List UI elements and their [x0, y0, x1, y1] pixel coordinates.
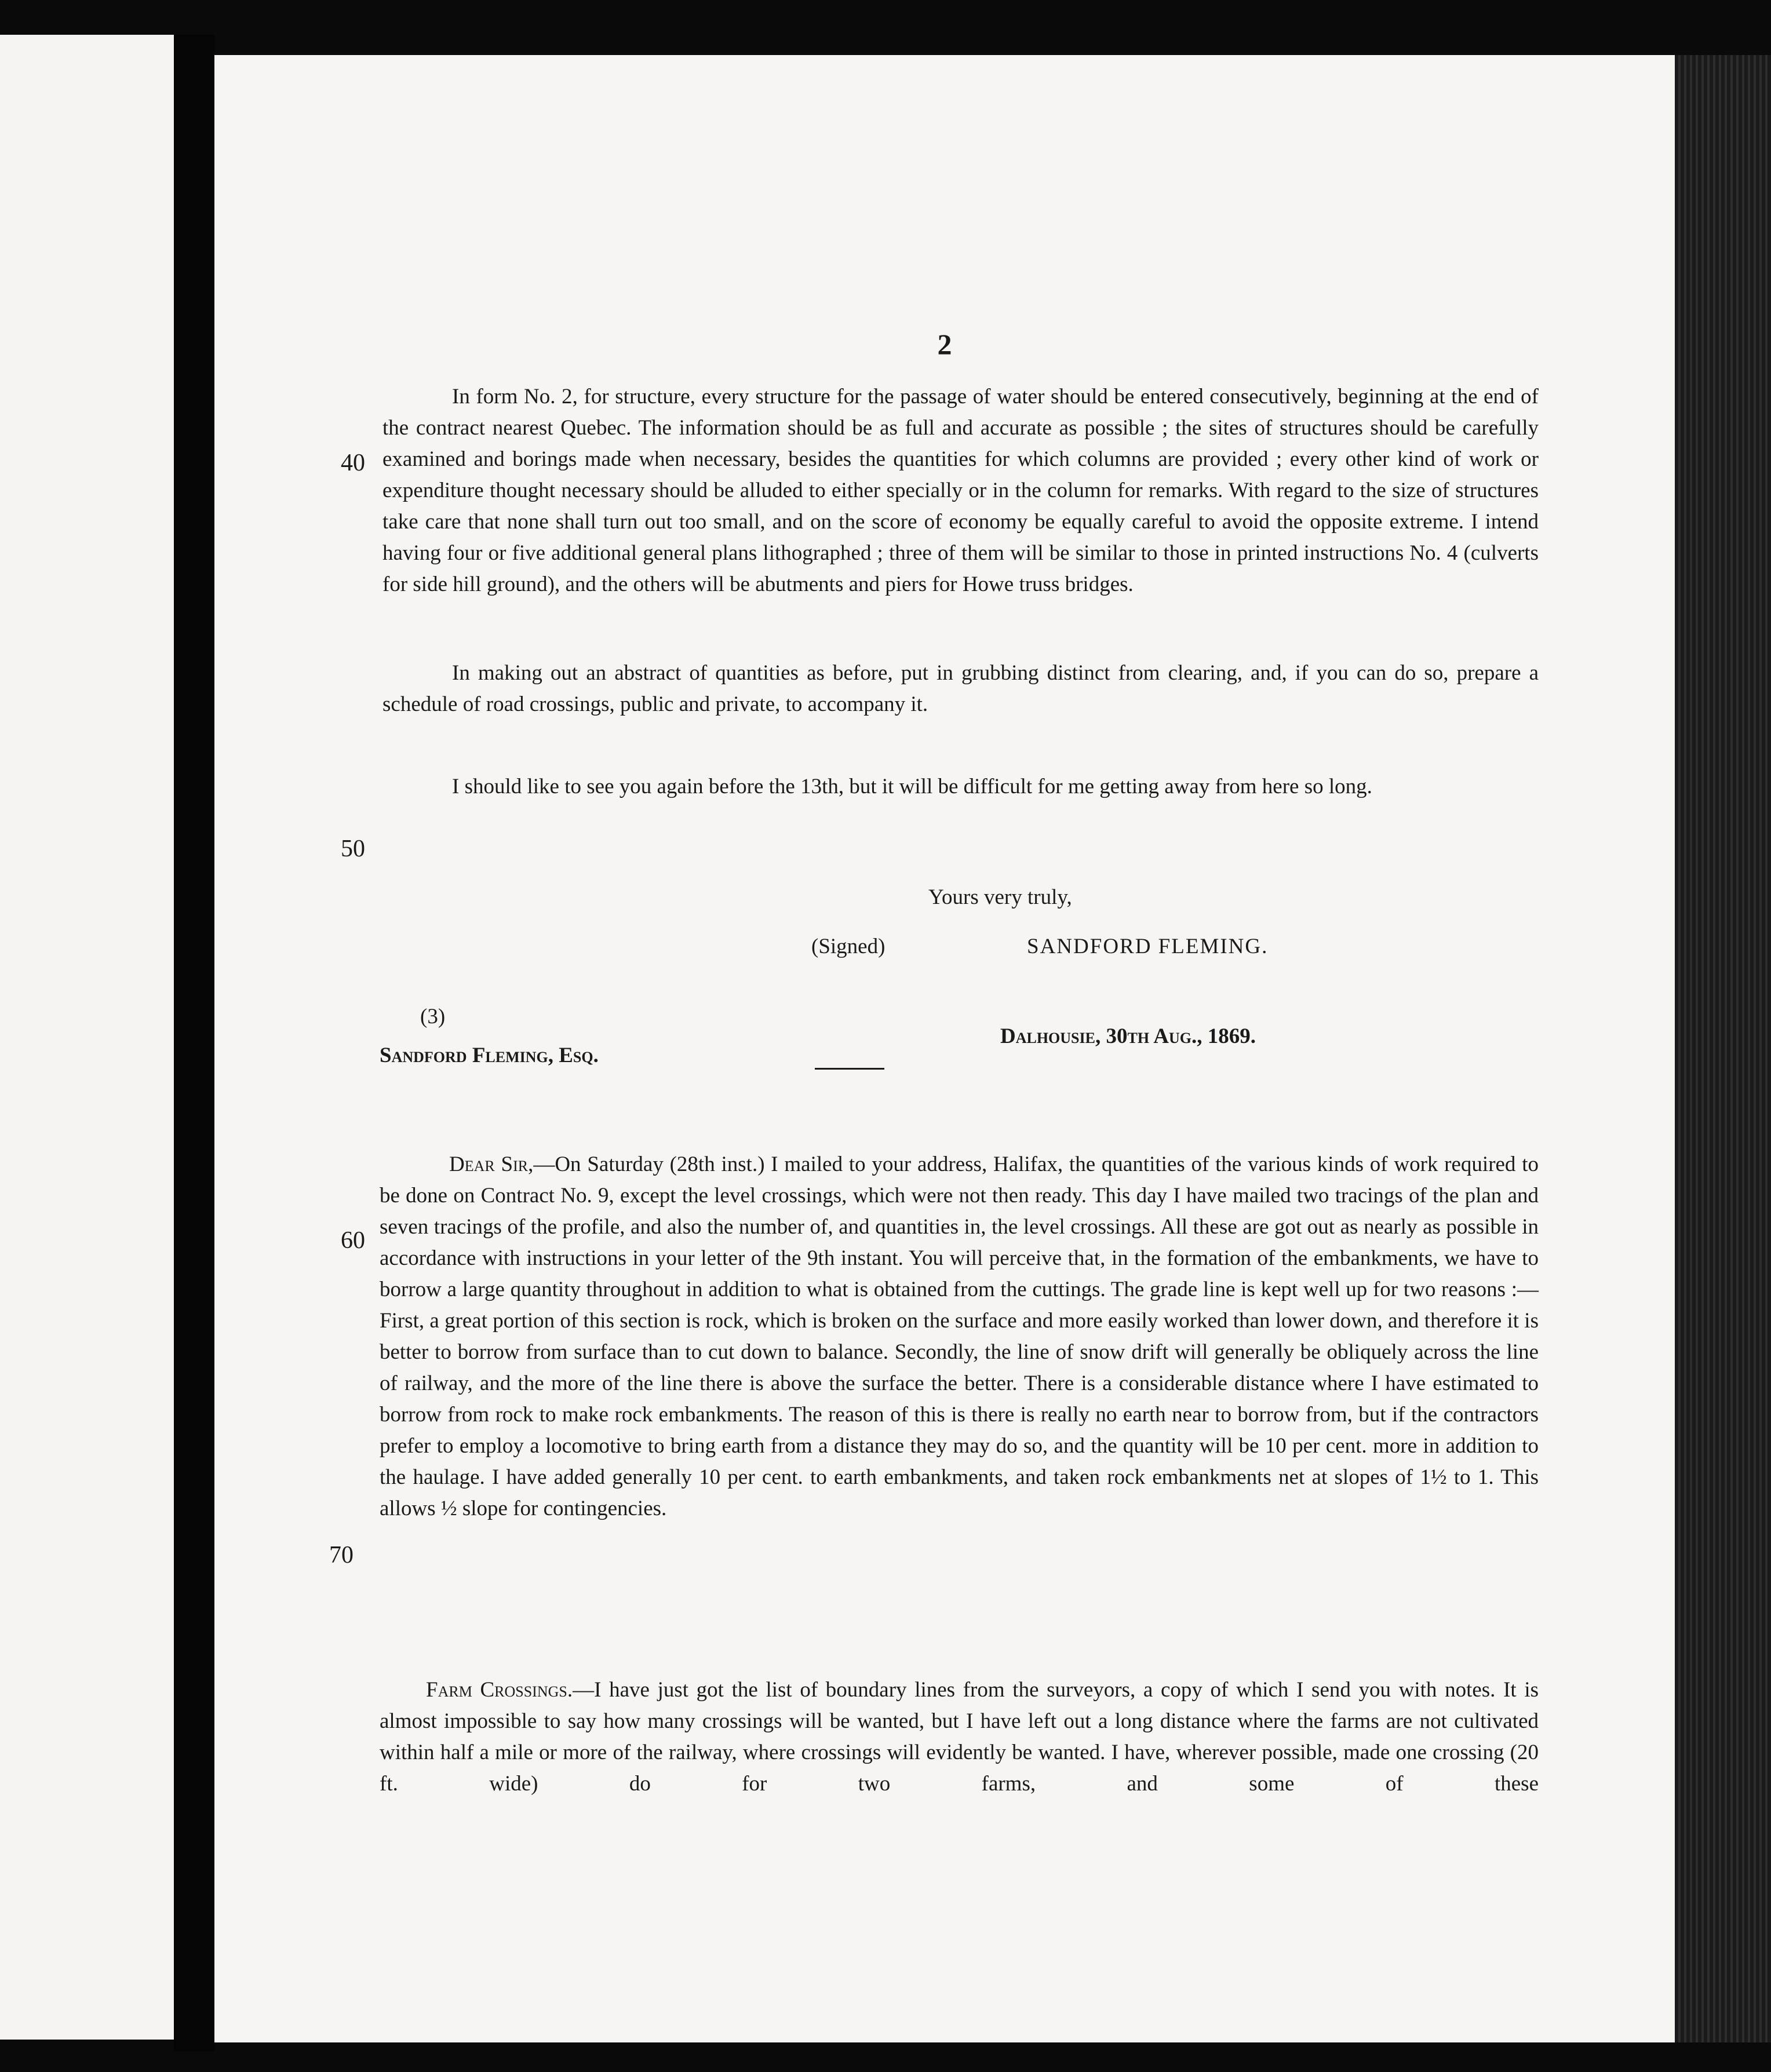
- letter-number: (3): [420, 1005, 446, 1028]
- paragraph-letter-body: [380, 1149, 1539, 1524]
- signed-label: (Signed): [811, 935, 886, 958]
- page-number: 2: [937, 328, 952, 360]
- right-binding-edge: [1675, 55, 1771, 2042]
- closing-phrase: Yours very truly,: [928, 885, 1072, 909]
- dateline: Dalhousie, 30th Aug., 1869.: [1000, 1024, 1256, 1048]
- salutation: Dear Sir,: [449, 1152, 534, 1176]
- margin-line-number: 40: [341, 450, 365, 476]
- margin-line-number: 70: [329, 1542, 354, 1568]
- margin-line-number: 50: [341, 836, 365, 862]
- left-page-edge: [0, 35, 174, 2040]
- signatory-name: SANDFORD FLEMING.: [1027, 935, 1269, 958]
- addressee: Sandford Fleming, Esq.: [380, 1044, 599, 1067]
- section-divider: [815, 1068, 884, 1070]
- paragraph-structures: In form No. 2, for structure, every structure for the passage of water should be entered consecutively, beginning at the end of the contract nearest Quebec. The information should be as full and accurate as possible ; the sites of structures should be carefully examined and borings made when necessary, besides the quantities for which columns are provided ; every other kind of work or expenditure thought necessary should be alluded to either specially or in the column for remarks. With regard to the size of structures take care that none shall turn out too small, and on the score of economy be equally careful to avoid the opposite extreme. I intend having four or five additional general plans lithographed ; three of them will be similar to those in printed instructions No. 4 (culverts for side hill ground), and the others will be abutments and piers for Howe truss bridges.: [382, 385, 1539, 596]
- paragraph-abstract: In making out an abstract of quantities as before, put in grubbing distinct from clearing, and, if you can do so, prepare a schedule of road crossings, public and private, to accompany it.: [382, 661, 1539, 716]
- paragraph-meeting: I should like to see you again before the 13th, but it will be difficult for me getting away from here so long.: [452, 775, 1372, 798]
- binding-shadow: [174, 35, 214, 2051]
- paragraph-letter-text: —On Saturday (28th inst.) I mailed to your address, Halifax, the quantities of the various kinds of work required to be done on Contract No. 9, except the level crossings, which were not then ready. This day I have mailed two tracings of the plan and seven tracings of the profile, and also the number of, and quantities in, the level crossings. All these are got out as nearly as possible in accordance with instructions in your letter of the 9th instant. You will perceive that, in the formation of the embankments, we have to borrow a large quantity throughout in addition to what is obtained from the cuttings. The grade line is kept well up for two reasons :—First, a great portion of this section is rock, which is broken on the surface and more easily worked than lower down, and therefore it is better to borrow from surface than to cut down to balance. Secondly, the line of snow drift will generally be obliquely across the line of railway, and the more of the line there is above the surface the better. There is a considerable distance where I have estimated to borrow from rock to make rock embankments. The reason of this is there is really no earth near to borrow from, but if the contractors prefer to employ a locomotive to bring earth from a distance they may do so, and the quantity will be 10 per cent. more in addition to the haulage. I have added generally 10 per cent. to earth embankments, and taken rock embankments net at slopes of 1½ to 1. This allows ½ slope for contingencies.: [380, 1152, 1539, 1520]
- document-page: [214, 55, 1675, 2042]
- farm-crossings-text: —I have just got the list of boundary lines from the surveyors, a copy of which I send you with notes. It is almost impossible to say how many crossings will be wanted, but I have left out a long distance where the farms are not cultivated within half a mile or more of the railway, where crossings will evidently be wanted. I have, wherever possible, made one crossing (20 ft. wide) do for two farms, and some of these: [380, 1678, 1539, 1796]
- paragraph-farm-crossings: [380, 1675, 1539, 1800]
- margin-line-number: 60: [341, 1227, 365, 1254]
- farm-crossings-heading: Farm Crossings.: [426, 1678, 573, 1702]
